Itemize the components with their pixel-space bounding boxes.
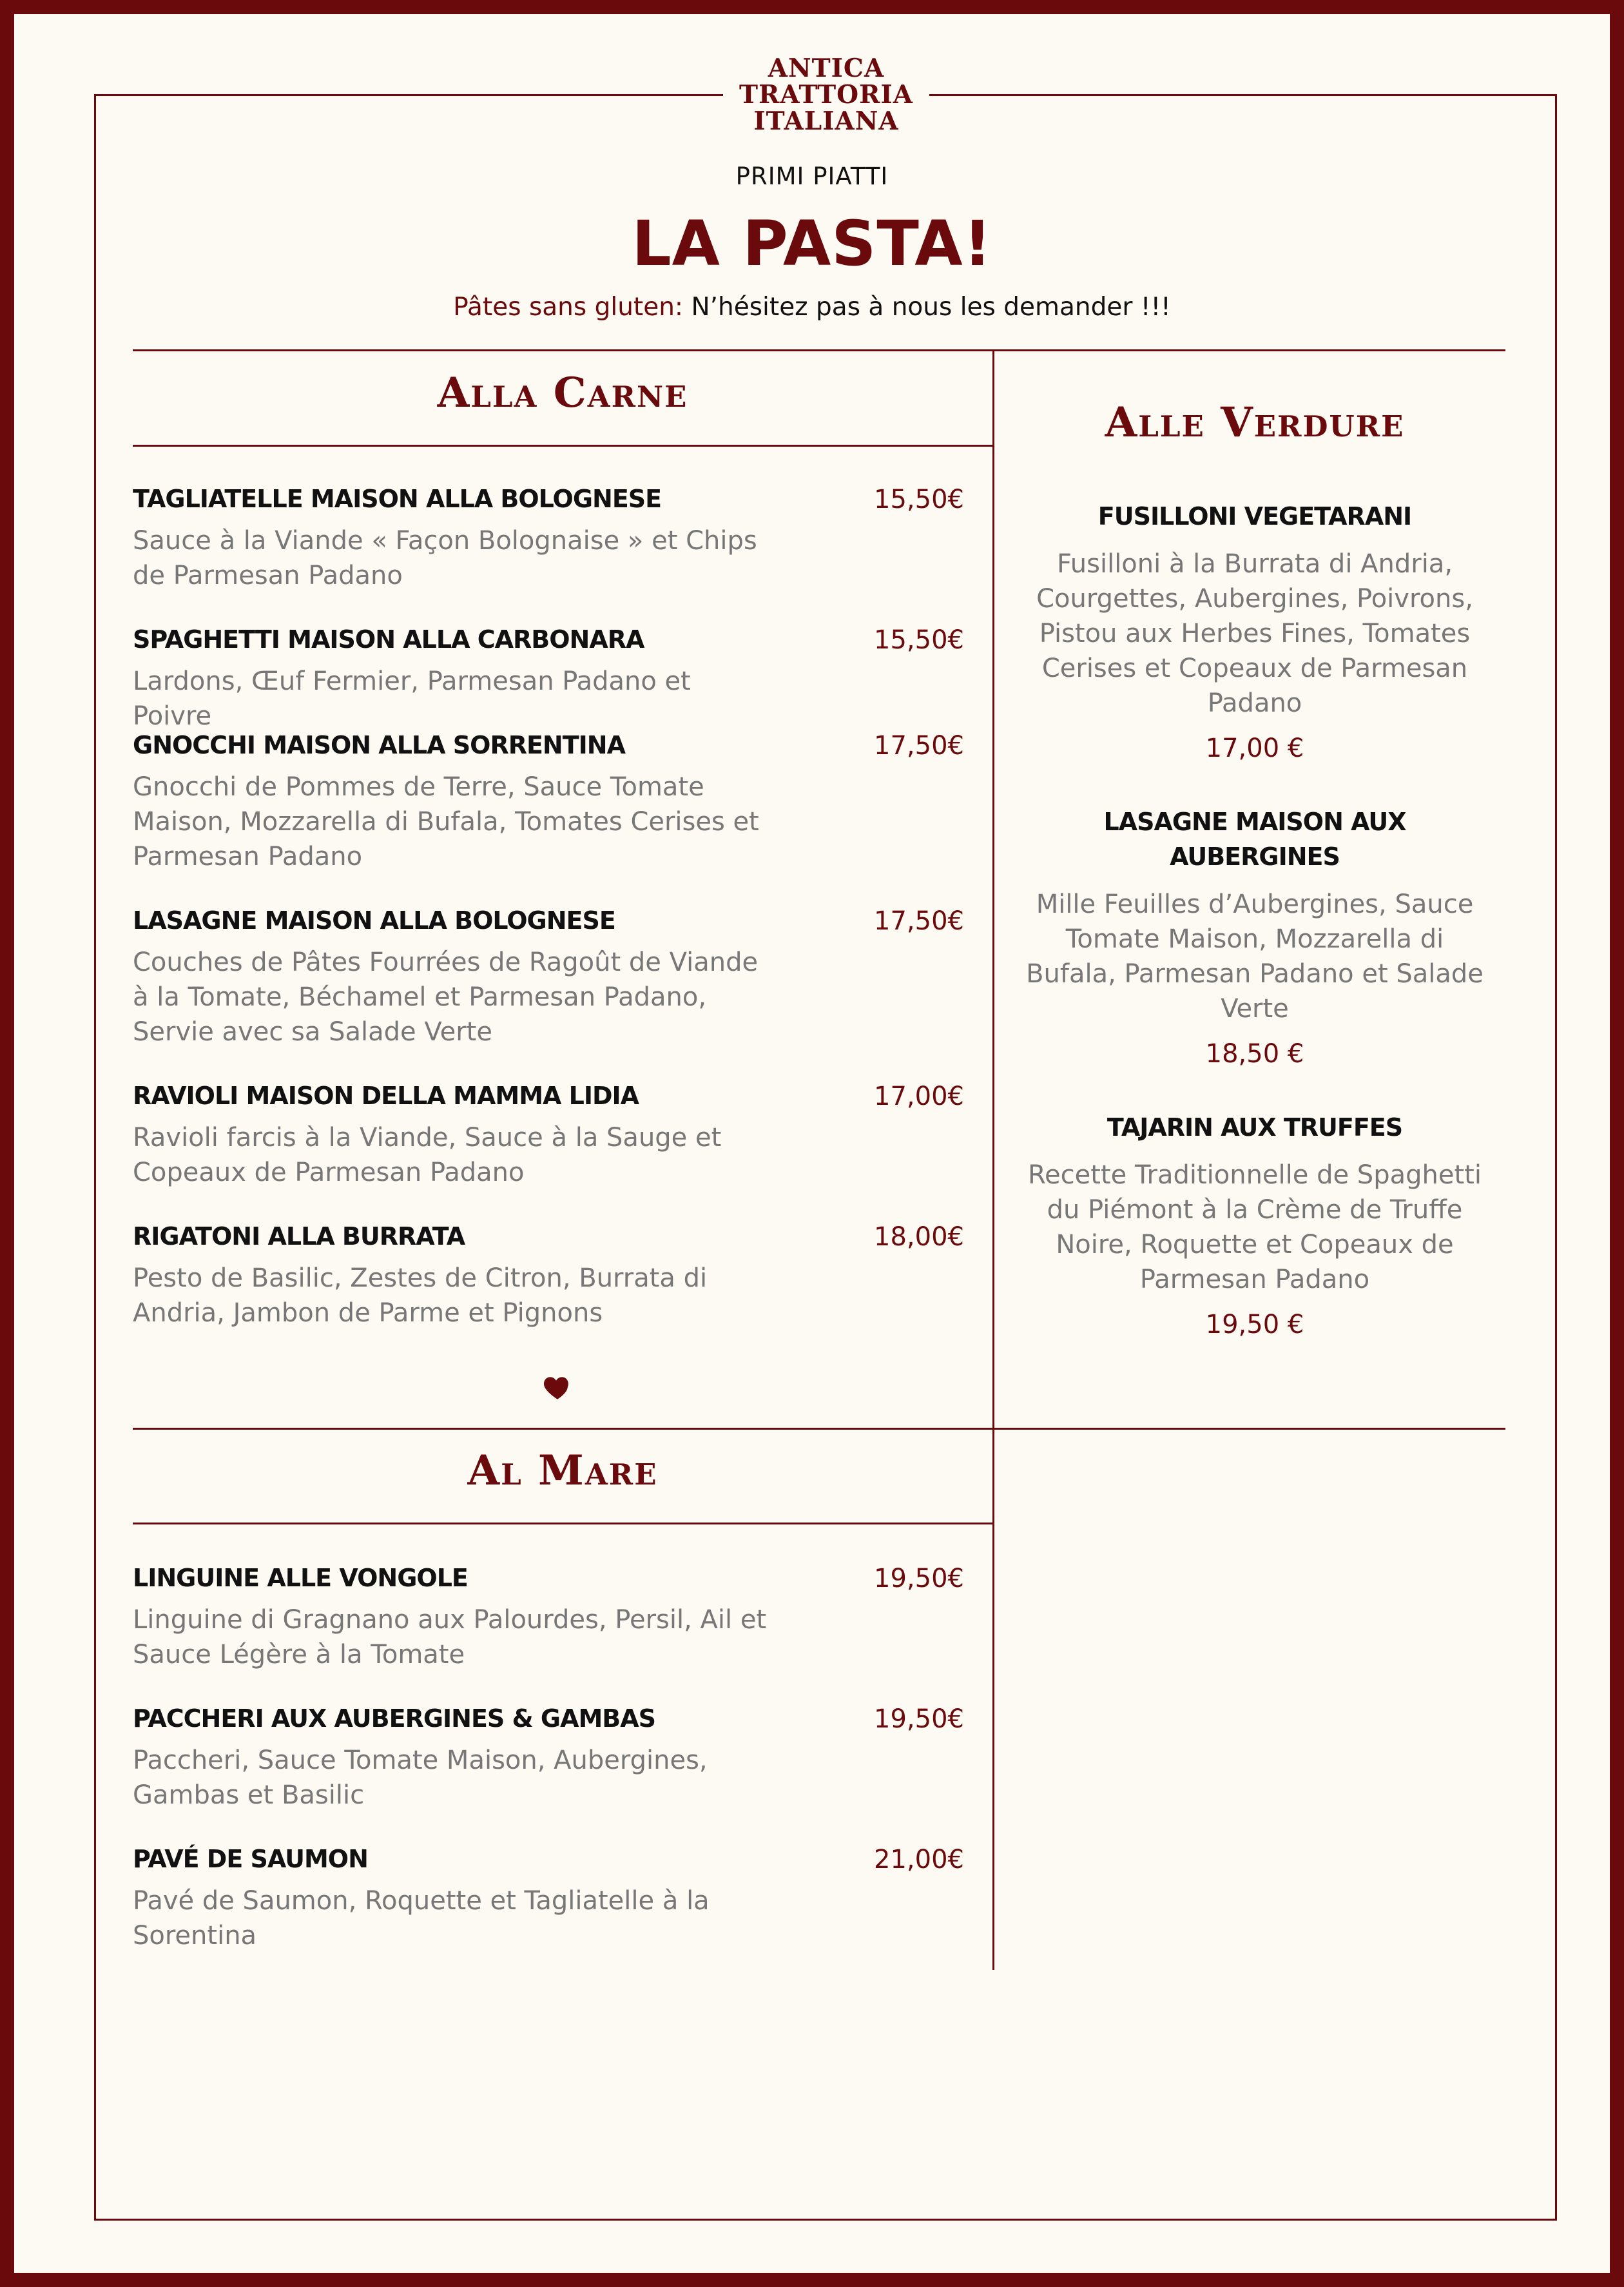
menu-item xyxy=(133,625,964,731)
menu-page xyxy=(14,14,1610,2273)
menu-item xyxy=(133,485,964,594)
item-description: Mille Feuilles d’Aubergines, Sauce Tomate Maison, Mozzarella di Bufala, Parmesan Padano et Salade Verte xyxy=(1026,890,1484,1024)
section-title-carne: Alla Carne xyxy=(437,369,688,417)
page-supertitle: PRIMI PIATTI xyxy=(735,162,889,190)
item-name: GNOCCHI MAISON ALLA SORRENTINA xyxy=(133,731,626,759)
menu-item xyxy=(1020,499,1490,763)
logo-line-1: ANTICA xyxy=(768,54,885,83)
item-name: FUSILLONI VEGETARANI xyxy=(1097,502,1412,530)
item-description: Sauce à la Viande « Façon Bolognaise » et Chips de Parmesan Padano xyxy=(133,526,757,590)
item-description: Recette Traditionnelle de Spaghetti du Piémont à la Crème de Truffe Noire, Roquette et Copeaux de Parmesan Padano xyxy=(1028,1160,1482,1294)
item-name: PACCHERI AUX AUBERGINES & GAMBAS xyxy=(133,1704,656,1733)
item-name: TAJARIN AUX TRUFFES xyxy=(1107,1113,1403,1142)
gluten-free-note xyxy=(14,293,1610,322)
item-price: 19,50€ xyxy=(874,1564,964,1593)
top-divider xyxy=(133,349,1505,351)
item-price: 15,50€ xyxy=(874,625,964,655)
restaurant-logo xyxy=(723,53,929,143)
section-title-mare: Al Mare xyxy=(467,1446,658,1495)
item-name: TAGLIATELLE MAISON ALLA BOLOGNESE xyxy=(133,485,662,513)
menu-item xyxy=(133,1704,964,1814)
item-name: LASAGNE MAISON AUX AUBERGINES xyxy=(1103,808,1406,871)
item-name: LINGUINE ALLE VONGOLE xyxy=(133,1564,468,1592)
middle-divider xyxy=(133,1428,1505,1430)
item-price: 17,00 € xyxy=(1205,734,1304,763)
item-price: 18,00€ xyxy=(874,1222,964,1252)
menu-item xyxy=(133,1082,964,1191)
menu-item xyxy=(133,1845,964,1954)
mare-title-divider xyxy=(133,1523,994,1524)
item-price: 21,00€ xyxy=(874,1845,964,1874)
item-description: Fusilloni à la Burrata di Andria, Courgettes, Aubergines, Poivrons, Pistou aux Herbes Fines, Tomates Cerises et Copeaux de Parmesan Padano xyxy=(1036,549,1473,718)
gluten-free-text: N’hésitez pas à nous les demander !!! xyxy=(683,293,1171,322)
item-name: RIGATONI ALLA BURRATA xyxy=(133,1222,465,1251)
item-name: SPAGHETTI MAISON ALLA CARBONARA xyxy=(133,625,644,654)
menu-item xyxy=(1020,804,1490,1069)
section-title-verdure: Alle Verdure xyxy=(1105,398,1405,447)
column-divider xyxy=(992,349,994,1970)
item-price: 19,50 € xyxy=(1205,1310,1304,1339)
menu-item xyxy=(133,731,964,879)
item-description: Pavé de Saumon, Roquette et Tagliatelle à la Sorentina xyxy=(133,1886,710,1951)
menu-item xyxy=(1020,1110,1490,1339)
gluten-free-label: Pâtes sans gluten: xyxy=(453,293,684,322)
page-title: LA PASTA! xyxy=(632,208,992,280)
item-price: 18,50 € xyxy=(1205,1039,1304,1069)
item-name: PAVÉ DE SAUMON xyxy=(133,1845,368,1873)
item-name: LASAGNE MAISON ALLA BOLOGNESE xyxy=(133,906,615,935)
item-description: Linguine di Gragnano aux Palourdes, Persil, Ail et Sauce Légère à la Tomate xyxy=(133,1605,767,1669)
item-name: RAVIOLI MAISON DELLA MAMMA LIDIA xyxy=(133,1082,639,1110)
item-description: Ravioli farcis à la Viande, Sauce à la Sauge et Copeaux de Parmesan Padano xyxy=(133,1123,722,1187)
heart-icon xyxy=(541,1371,574,1403)
item-price: 17,50€ xyxy=(874,731,964,761)
menu-item xyxy=(133,1564,964,1673)
logo-line-3: ITALIANA xyxy=(753,106,899,136)
item-description: Couches de Pâtes Fourrées de Ragoût de Viande à la Tomate, Béchamel et Parmesan Padano, Servie avec sa Salade Verte xyxy=(133,948,759,1047)
item-description: Lardons, Œuf Fermier, Parmesan Padano et Poivre xyxy=(133,667,691,731)
logo-line-2: TRATTORIA xyxy=(739,80,914,110)
menu-item xyxy=(133,906,964,1055)
item-description: Paccheri, Sauce Tomate Maison, Aubergines, Gambas et Basilic xyxy=(133,1746,708,1810)
item-description: Gnocchi de Pommes de Terre, Sauce Tomate Maison, Mozzarella di Bufala, Tomates Cerises et Parmesan Padano xyxy=(133,772,759,871)
carne-title-divider xyxy=(133,445,994,447)
item-description: Pesto de Basilic, Zestes de Citron, Burrata di Andria, Jambon de Parme et Pignons xyxy=(133,1263,708,1328)
item-price: 17,00€ xyxy=(874,1082,964,1111)
item-price: 17,50€ xyxy=(874,906,964,936)
menu-item xyxy=(133,1222,964,1332)
item-price: 15,50€ xyxy=(874,485,964,514)
item-price: 19,50€ xyxy=(874,1704,964,1734)
